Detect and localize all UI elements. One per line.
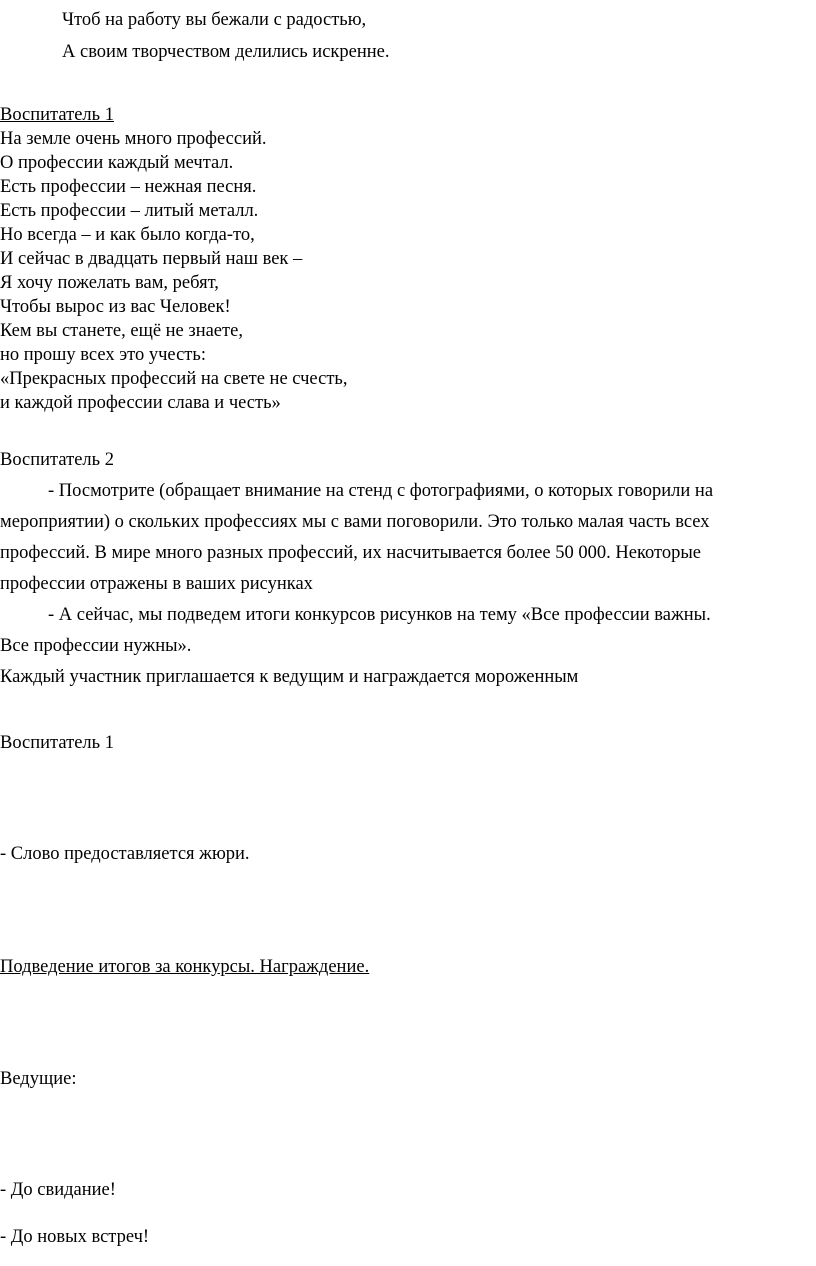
intro-line-2: А своим творчеством делились искренне.: [62, 42, 390, 62]
poem-line-2: О профессии каждый мечтал.: [0, 153, 234, 173]
speaker-label-2: Воспитатель 2: [0, 450, 114, 470]
poem-line-11: «Прекрасных профессий на свете не счесть,: [0, 369, 348, 389]
paragraph-line-1: - Посмотрите (обращает внимание на стенд с фотографиями, о которых говорили на: [48, 481, 714, 501]
paragraph-line-4: профессии отражены в ваших рисунках: [0, 574, 313, 594]
intro-line-1: Чтоб на работу вы бежали с радостью,: [62, 10, 367, 30]
speaker-label-hosts: Ведущие:: [0, 1069, 77, 1089]
speaker-label-3: Воспитатель 1: [0, 733, 114, 753]
poem-line-9: Кем вы станете, ещё не знаете,: [0, 321, 243, 341]
poem-line-7: Я хочу пожелать вам, ребят,: [0, 273, 219, 293]
poem-line-3: Есть профессии – нежная песня.: [0, 177, 257, 197]
jury-line: - Слово предоставляется жюри.: [0, 844, 250, 864]
poem-line-1: На земле очень много профессий.: [0, 129, 267, 149]
poem-line-5: Но всегда – и как было когда-то,: [0, 225, 255, 245]
paragraph-line-7: Каждый участник приглашается к ведущим и награждается мороженным: [0, 667, 579, 687]
paragraph-line-2: мероприятии) о скольких профессиях мы с вами поговорили. Это только малая часть всех: [0, 512, 710, 532]
poem-line-4: Есть профессии – литый металл.: [0, 201, 259, 221]
poem-line-6: И сейчас в двадцать первый наш век –: [0, 249, 303, 269]
poem-line-12: и каждой профессии слава и честь»: [0, 393, 281, 413]
paragraph-line-5: - А сейчас, мы подведем итоги конкурсов рисунков на тему «Все профессии важны.: [48, 605, 711, 625]
awards-heading: Подведение итогов за конкурсы. Награждение.: [0, 957, 370, 977]
speaker-label-1: Воспитатель 1: [0, 105, 114, 125]
paragraph-line-3: профессий. В мире много разных профессий, их насчитывается более 50 000. Некоторые: [0, 543, 702, 563]
farewell-line-1: - До свидание!: [0, 1180, 116, 1200]
paragraph-line-6: Все профессии нужны».: [0, 636, 192, 656]
poem-line-10: но прошу всех это учесть:: [0, 345, 206, 365]
farewell-line-2: - До новых встреч!: [0, 1227, 150, 1247]
poem-line-8: Чтобы вырос из вас Человек!: [0, 297, 231, 317]
